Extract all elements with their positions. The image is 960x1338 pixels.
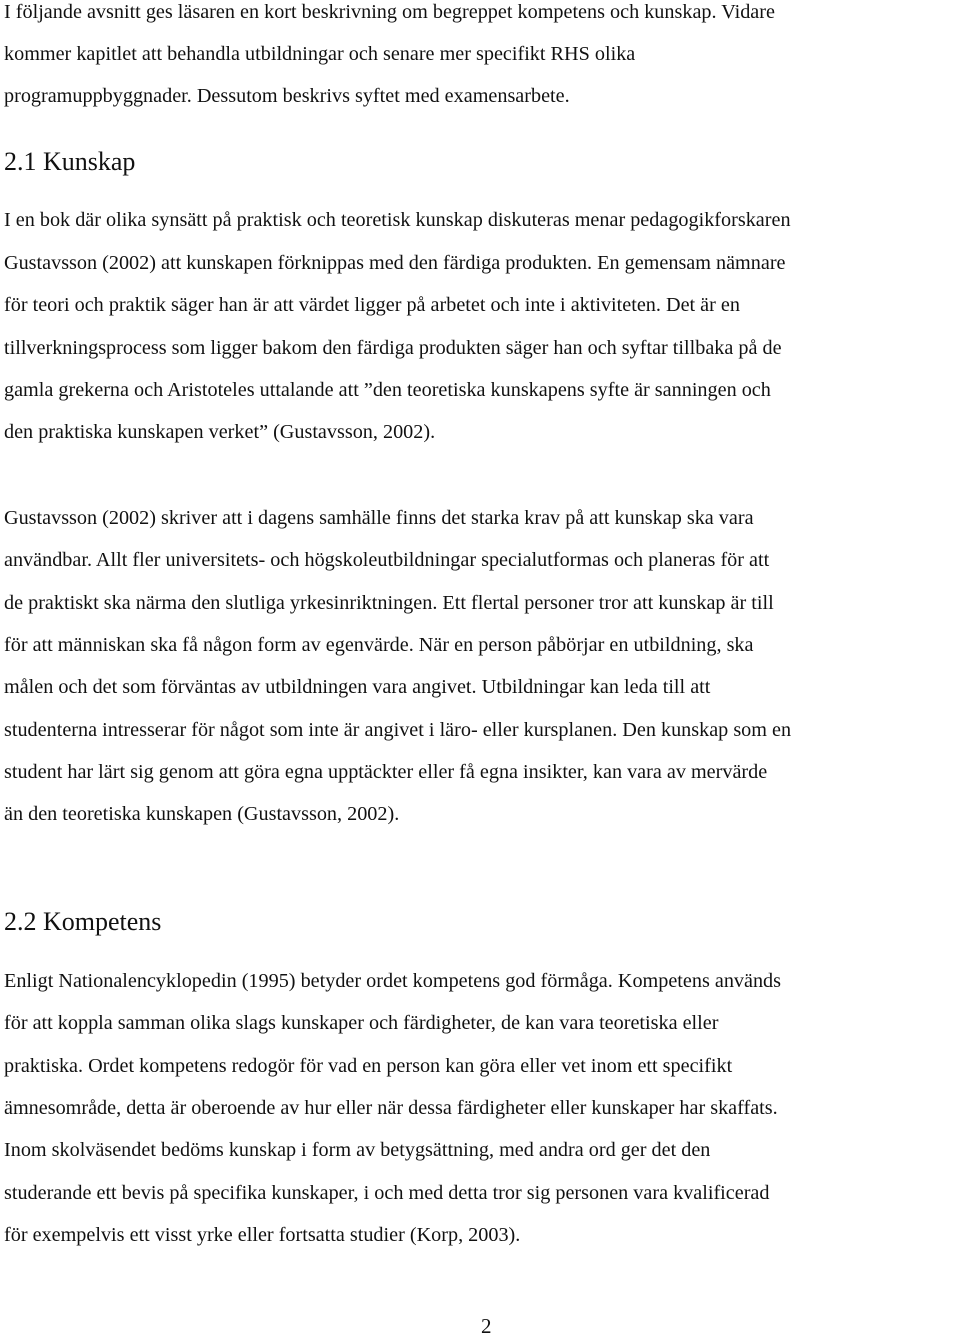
intro-line: I följande avsnitt ges läsaren en kort beskrivning om begreppet kompetens och kunskap. Vidare (4, 1, 775, 23)
paragraph-line: för att människan ska få någon form av egenvärde. När en person påbörjar en utbildning, ska (4, 634, 754, 656)
paragraph-line: för teori och praktik säger han är att värdet ligger på arbetet och inte i aktiviteten. Det är en (4, 294, 740, 316)
paragraph-line: de praktiskt ska närma den slutliga yrkesinriktningen. Ett flertal personer tror att kunskap är till (4, 592, 774, 614)
page-number: 2 (481, 1314, 492, 1338)
section-heading-kompetens: 2.2 Kompetens (4, 907, 162, 936)
paragraph-line: än den teoretiska kunskapen (Gustavsson, 2002). (4, 803, 400, 825)
paragraph-line: studerande ett bevis på specifika kunskaper, i och med detta tror sig personen vara kvalificerad (4, 1182, 770, 1204)
paragraph-line: praktiska. Ordet kompetens redogör för vad en person kan göra eller vet inom ett specifikt (4, 1055, 733, 1077)
paragraph-line: student har lärt sig genom att göra egna upptäckter eller få egna insikter, kan vara av mervärde (4, 761, 768, 783)
intro-line: programuppbyggnader. Dessutom beskrivs syftet med examensarbete. (4, 85, 570, 107)
paragraph-line: Gustavsson (2002) att kunskapen förknippas med den färdiga produkten. En gemensam nämnare (4, 252, 786, 274)
paragraph-line: Enligt Nationalencyklopedin (1995) betyder ordet kompetens god förmåga. Kompetens används (4, 970, 782, 992)
paragraph-line: gamla grekerna och Aristoteles uttalande att ”den teoretiska kunskapens syfte är sanningen och (4, 379, 771, 401)
paragraph-line: studenterna intresserar för något som inte är angivet i läro- eller kursplanen. Den kunskap som en (4, 719, 792, 741)
section-heading-kunskap: 2.1 Kunskap (4, 147, 136, 176)
paragraph-line: Inom skolväsendet bedöms kunskap i form av betygsättning, med andra ord ger det den (4, 1139, 711, 1161)
paragraph-line: målen och det som förväntas av utbildningen vara angivet. Utbildningar kan leda till att (4, 676, 711, 698)
paragraph-line: Gustavsson (2002) skriver att i dagens samhälle finns det starka krav på att kunskap ska vara (4, 507, 754, 529)
paragraph-line: användbar. Allt fler universitets- och högskoleutbildningar specialutformas och planeras för att (4, 549, 770, 571)
paragraph-line: tillverkningsprocess som ligger bakom den färdiga produkten säger han och syftar tillbaka på de (4, 337, 782, 359)
paragraph-line: den praktiska kunskapen verket” (Gustavsson, 2002). (4, 421, 436, 443)
paragraph-line: ämnesområde, detta är oberoende av hur eller när dessa färdigheter eller kunskaper har skaffats. (4, 1097, 778, 1119)
paragraph-line: I en bok där olika synsätt på praktisk och teoretisk kunskap diskuteras menar pedagogikforskaren (4, 209, 791, 231)
paragraph-line: för exempelvis ett visst yrke eller fortsatta studier (Korp, 2003). (4, 1224, 521, 1246)
paragraph-line: för att koppla samman olika slags kunskaper och färdigheter, de kan vara teoretiska eller (4, 1012, 719, 1034)
document-page (4, 0, 956, 1338)
intro-line: kommer kapitlet att behandla utbildningar och senare mer specifikt RHS olika (4, 43, 636, 65)
